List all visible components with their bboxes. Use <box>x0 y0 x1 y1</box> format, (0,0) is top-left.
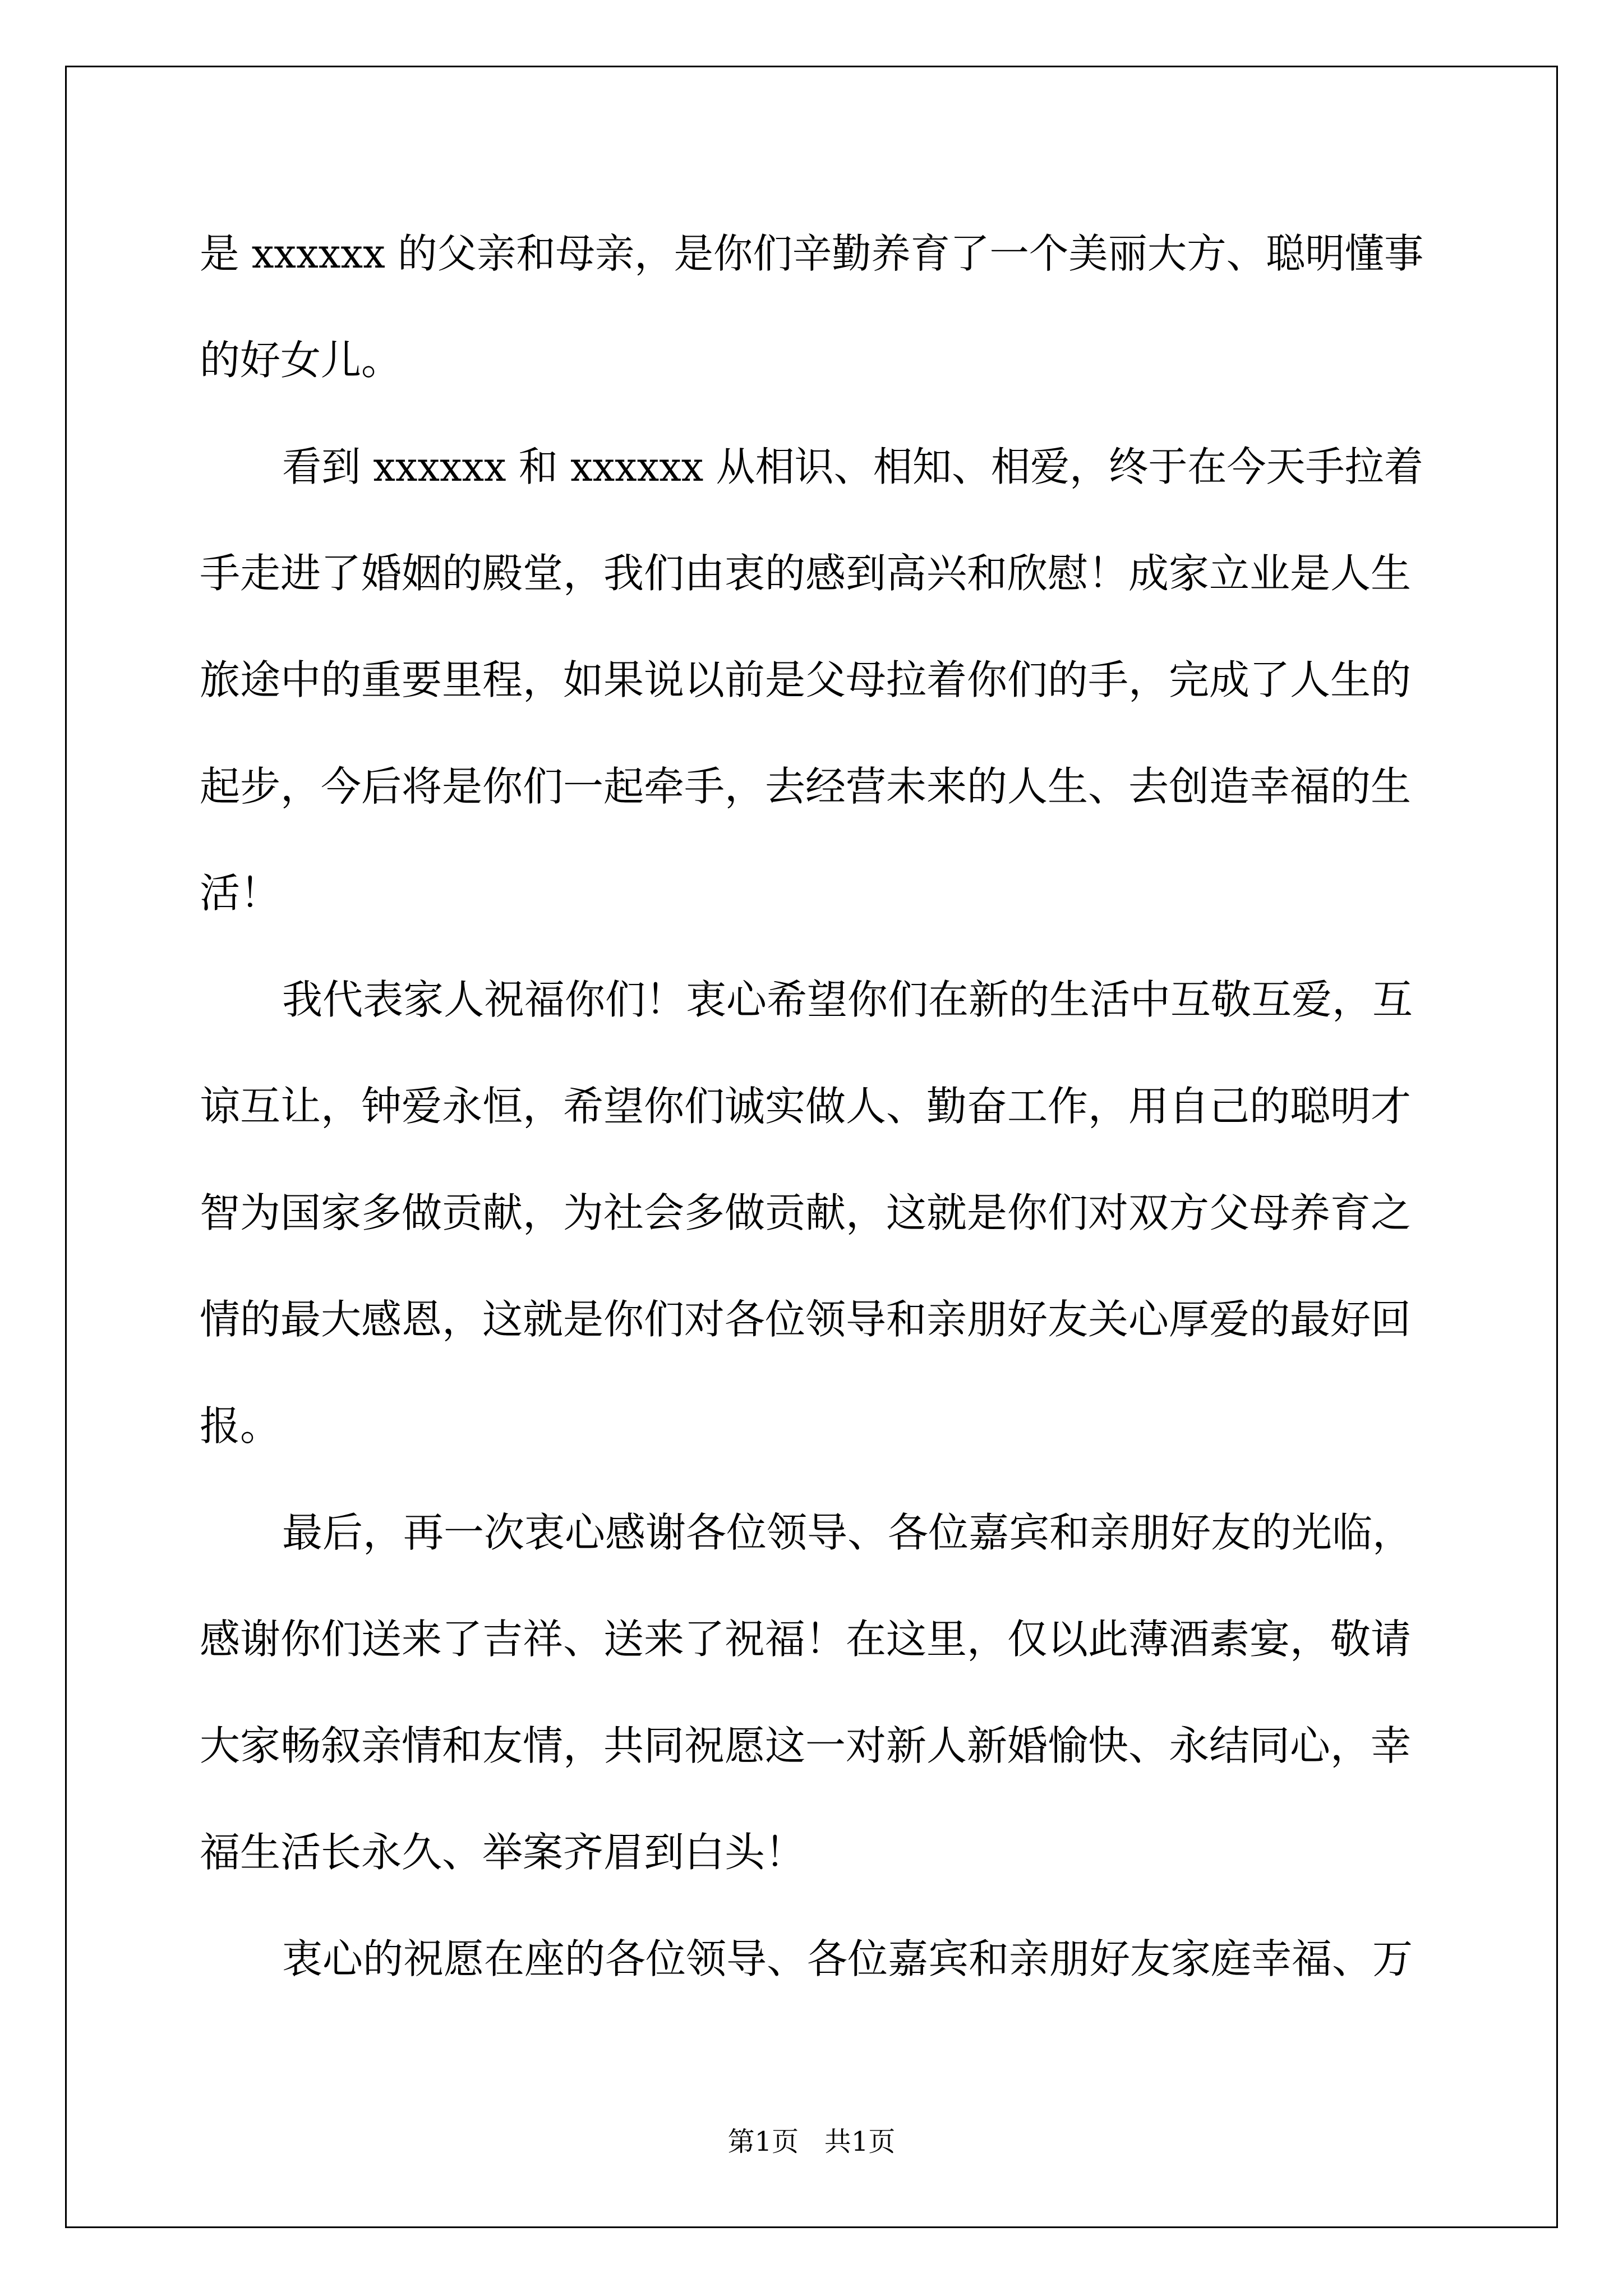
paragraph-first-line: 衷心的祝愿在座的各位领导、各位嘉宾和亲朋好友家庭幸福、万 <box>282 1935 1413 1982</box>
text-line: 报。 <box>200 1402 281 1450</box>
text-line: 活！ <box>200 869 281 917</box>
text-line: 大家畅叙亲情和友情，共同祝愿这一对新人新婚愉快、永结同心，幸 <box>200 1722 1412 1769</box>
text-line: 是 xxxxxx 的父亲和母亲，是你们辛勤养育了一个美丽大方、聪明懂事 <box>200 230 1424 277</box>
paragraph-first-line: 看到 xxxxxx 和 xxxxxx 从相识、相知、相爱，终于在今天手拉着 <box>282 443 1423 490</box>
text-line: 情的最大感恩，这就是你们对各位领导和亲朋好友关心厚爱的最好回 <box>200 1296 1412 1343</box>
paragraph-first-line: 最后，再一次衷心感谢各位领导、各位嘉宾和亲朋好友的光临， <box>282 1509 1413 1556</box>
text-line: 福生活长永久、举案齐眉到白头！ <box>200 1829 806 1876</box>
paragraph-first-line: 我代表家人祝福你们！衷心希望你们在新的生活中互敬互爱，互 <box>282 976 1413 1023</box>
text-line: 感谢你们送来了吉祥、送来了祝福！在这里，仅以此薄酒素宴，敬请 <box>200 1616 1412 1663</box>
page-frame <box>65 66 1558 2228</box>
text-line: 起步，今后将是你们一起牵手，去经营未来的人生、去创造幸福的生 <box>200 763 1412 810</box>
text-line: 旅途中的重要里程，如果说以前是父母拉着你们的手，完成了人生的 <box>200 656 1412 703</box>
text-line: 的好女儿。 <box>200 337 402 384</box>
page-number: 第1页 共1页 <box>727 2126 896 2157</box>
text-line: 智为国家多做贡献，为社会多做贡献，这就是你们对双方父母养育之 <box>200 1189 1412 1236</box>
text-line: 谅互让，钟爱永恒，希望你们诚实做人、勤奋工作，用自己的聪明才 <box>200 1083 1412 1130</box>
text-line: 手走进了婚姻的殿堂，我们由衷的感到高兴和欣慰！成家立业是人生 <box>200 550 1412 597</box>
